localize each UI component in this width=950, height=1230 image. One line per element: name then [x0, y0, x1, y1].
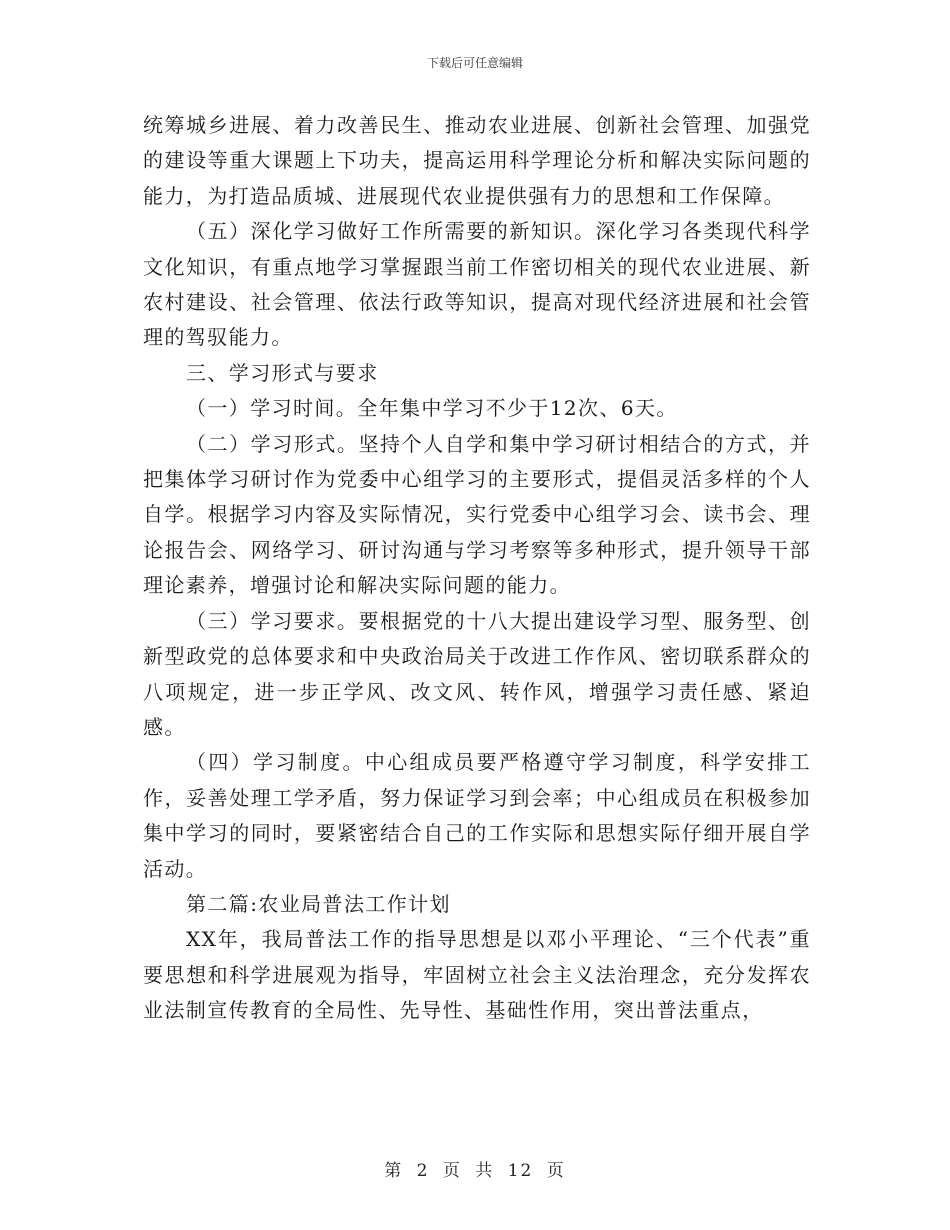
paragraph-guiding-thought: XX年，我局普法工作的指导思想是以邓小平理论、“三个代表”重要思想和科学进展观为指导，牢固树立社会主义法治理念，充分发挥农业法制宣传教育的全局性、先导性、基础性作用，突出普法重点，: [143, 927, 811, 1023]
paragraph-study-requirements: （三）学习要求。要根据党的十八大提出建设学习型、服务型、创新型政党的总体要求和中央政治局关于改进工作作风、密切联系群众的八项规定，进一步正学风、改文风、转作风，增强学习责任感、紧迫感。: [143, 608, 811, 739]
section-heading-3: 三、学习形式与要求: [186, 360, 379, 385]
page-header: 下载后可任意编辑: [426, 56, 523, 70]
document-body: [143, 108, 811, 1029]
paragraph-study-time: （一）学习时间。全年集中学习不少于12次、6天。: [186, 396, 678, 421]
chapter-heading-2: 第二篇:农业局普法工作计划: [186, 891, 451, 916]
paragraph-study-system: （四）学习制度。中心组成员要严格遵守学习制度，科学安排工作，妥善处理工学矛盾，努力保证学习到会率；中心组成员在积极参加集中学习的同时，要紧密结合自己的工作实际和思想实际仔细开展自学活动。: [143, 750, 811, 881]
paragraph-continuation: 统筹城乡进展、着力改善民生、推动农业进展、创新社会管理、加强党的建设等重大课题上下功夫，提高运用科学理论分析和解决实际问题的能力，为打造品质城、进展现代农业提供强有力的思想和工作保障。: [143, 113, 811, 208]
page-number: 第 2 页 共 12 页: [384, 1161, 566, 1181]
paragraph-item-5: （五）深化学习做好工作所需要的新知识。深化学习各类现代科学文化知识，有重点地学习掌握跟当前工作密切相关的现代农业进展、新农村建设、社会管理、依法行政等知识，提高对现代经济进展和社会管理的驾驭能力。: [143, 219, 811, 350]
paragraph-study-form: （二）学习形式。坚持个人自学和集中学习研讨相结合的方式，并把集体学习研讨作为党委中心组学习的主要形式，提倡灵活多样的个人自学。根据学习内容及实际情况，实行党委中心组学习会、读书会、理论报告会、网络学习、研讨沟通与学习考察等多种形式，提升领导干部理论素养，增强讨论和解决实际问题的能力。: [143, 431, 811, 598]
